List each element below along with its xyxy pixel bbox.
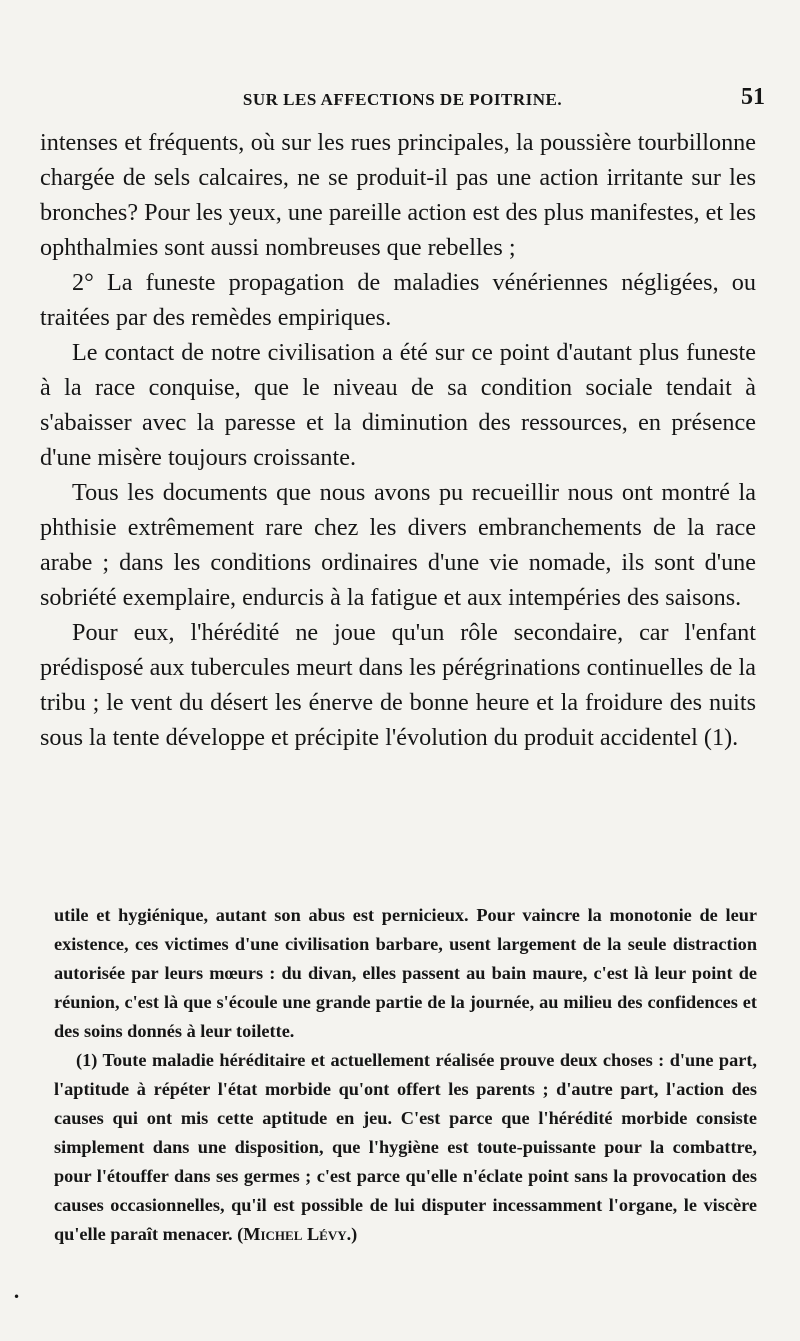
footnote-continuation: utile et hygiénique, autant son abus est pernicieux. Pour vaincre la monotonie de leur existence, ces victimes d'une civilisation barbare, usent largement de la seule distraction autorisée par leurs mœurs : du divan, elles passent au bain maure, c'est là leur point de réunion, c'est là que s'écoule une grande partie de la journée, au milieu des confidences et des soins donnés à leur toilette. bbox=[54, 905, 757, 1041]
paragraph: Le contact de notre civilisation a été sur ce point d'autant plus funeste à la race conquise, que le niveau de sa condition sociale tendait à s'abaisser avec la paresse et la diminution des ressources, en présence d'une misère toujours croissante. bbox=[40, 339, 756, 471]
paragraph: Pour eux, l'hérédité ne joue qu'un rôle secondaire, car l'enfant prédisposé aux tubercules meurt dans les pérégrinations continuelles de la tribu ; le vent du désert les énerve de bonne heure et la froidure des nuits sous la tente développe et précipite l'évolution du produit accidentel (1). bbox=[40, 619, 756, 751]
footnote-1-text: (1) Toute maladie héréditaire et actuellement réalisée prouve deux choses : d'une part, l'aptitude à répéter l'état morbide qu'ont offert les parents ; d'autre part, l'action des causes qui ont mis cette aptitude en jeu. C'est parce que l'hérédité morbide consiste simplement dans une disposition, que l'hygiène est toute-puissante pour la combattre, pour l'étouffer dans ses germes ; c'est parce qu'elle n'éclate point sans la provocation des causes occasionnelles, qu'il est possible de lui disputer incessamment l'organe, le viscère qu'elle paraît menacer. bbox=[54, 1050, 757, 1244]
margin-dot: • bbox=[13, 1290, 21, 1304]
paragraph: Tous les documents que nous avons pu recueillir nous ont montré la phthisie extrêmement rare chez les divers embranchements de la race arabe ; dans les conditions ordinaires d'une vie nomade, ils sont d'une sobriété exemplaire, endurcis à la fatigue et aux intempéries des saisons. bbox=[40, 479, 756, 611]
running-title: SUR LES AFFECTIONS DE POITRINE. bbox=[242, 90, 563, 109]
page-header bbox=[40, 86, 765, 116]
footnote-signature: (Michel Lévy.) bbox=[237, 1224, 358, 1244]
page-number: 51 bbox=[741, 84, 765, 110]
main-text bbox=[40, 125, 756, 755]
footnotes bbox=[54, 901, 757, 1249]
paragraph: intenses et fréquents, où sur les rues principales, la poussière tourbillonne chargée de sels calcaires, ne se produit-il pas une action irritante sur les bronches? Pour les yeux, une pareille action est des plus manifestes, et les ophthalmies sont aussi nombreuses que rebelles ; bbox=[40, 129, 757, 261]
footnote-1 bbox=[54, 1046, 757, 1249]
paragraph: 2° La funeste propagation de maladies vénériennes négligées, ou traitées par des remèdes empiriques. bbox=[40, 269, 756, 331]
